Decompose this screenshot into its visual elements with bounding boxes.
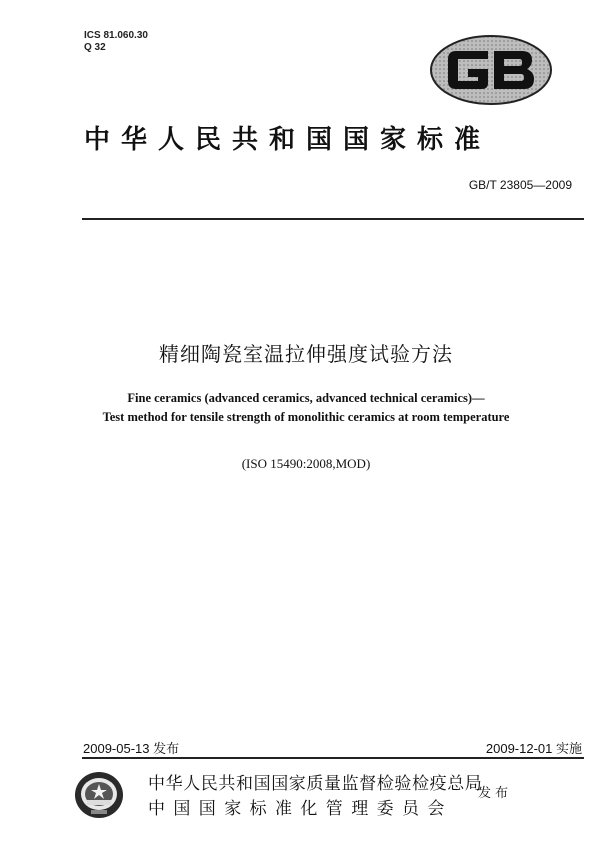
issue-date: 2009-05-13 发布 <box>83 741 180 756</box>
chinese-title: 精细陶瓷室温拉伸强度试验方法 <box>159 342 453 366</box>
gb-logo-icon <box>430 35 552 105</box>
footer-divider <box>82 757 584 759</box>
implementation-date: 2009-12-01 实施 <box>485 741 582 756</box>
publisher-line-1: 中华人民共和国国家质量监督检验检疫总局 <box>148 774 483 794</box>
english-title <box>0 389 612 427</box>
national-emblem-icon <box>73 770 125 820</box>
ccs-code: Q 32 <box>84 42 106 53</box>
standard-number: GB/T 23805—2009 <box>468 178 572 192</box>
header-divider <box>82 218 584 220</box>
english-title-line-2: Test method for tensile strength of monolithic ceramics at room temperature <box>102 410 510 424</box>
ics-code: ICS 81.060.30 <box>84 30 148 41</box>
classification-codes <box>84 30 148 54</box>
english-title-line-1: Fine ceramics (advanced ceramics, advanced technical ceramics)— <box>127 391 485 405</box>
iso-reference: (ISO 15490:2008,MOD) <box>241 456 371 471</box>
issuing-authority-title: 中华人民共和国国家标准 <box>84 125 492 155</box>
publish-label: 发布 <box>478 786 513 801</box>
publisher-line-2: 中国国家标准化管理委员会 <box>148 799 453 819</box>
